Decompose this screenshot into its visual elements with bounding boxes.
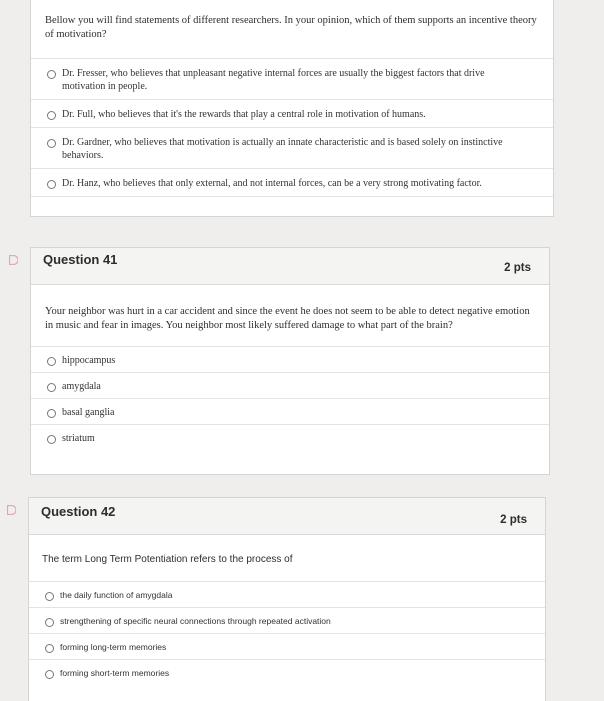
question-title: Question 41 [43, 252, 118, 267]
question-42-answers [29, 581, 545, 685]
answer-label: Dr. Gardner, who believes that motivation is actually an innate characteristic and is based solely on instinctive behaviors. [62, 137, 503, 161]
answer-label: Dr. Fresser, who believes that unpleasant negative internal forces are usually the biggest factors that drive motivation in people. [62, 68, 485, 92]
radio-button[interactable] [45, 592, 54, 601]
question-points: 2 pts [504, 262, 531, 274]
answer-label: forming short-term memories [60, 668, 170, 678]
radio-button[interactable] [45, 618, 54, 627]
answer-label: forming long-term memories [60, 642, 167, 652]
question-title: Question 42 [41, 504, 116, 519]
answer-option[interactable] [31, 99, 553, 127]
answer-option[interactable] [29, 659, 545, 685]
answer-option[interactable] [31, 398, 549, 424]
answer-option[interactable] [31, 372, 549, 398]
radio-button[interactable] [47, 139, 56, 148]
question-42-header [29, 498, 545, 535]
answer-option[interactable] [29, 633, 545, 659]
answer-option[interactable] [29, 581, 545, 607]
answer-label: hippocampus [62, 355, 116, 366]
question-41-text: Your neighbor was hurt in a car accident and since the event he does not seem to be able to detect negative emotion in music and fear in images. You neighbor most likely suffered damage to what part of the brain? [45, 306, 530, 331]
question-points: 2 pts [500, 514, 527, 526]
question-40-answers [31, 58, 553, 197]
flag-icon[interactable] [7, 505, 16, 515]
question-42-text: The term Long Term Potentiation refers to the process of [42, 554, 293, 565]
flag-icon[interactable] [9, 255, 18, 265]
answer-option[interactable] [31, 346, 549, 372]
radio-button[interactable] [45, 670, 54, 679]
radio-button[interactable] [47, 111, 56, 120]
answer-label: Dr. Full, who believes that it's the rewards that play a central role in motivation of humans. [62, 109, 426, 120]
radio-button[interactable] [47, 180, 56, 189]
question-40-text: Bellow you will find statements of different researchers. In your opinion, which of them supports an incentive theory of motivation? [45, 15, 537, 40]
answer-label: amygdala [62, 381, 101, 392]
answer-option[interactable] [31, 127, 553, 168]
radio-button[interactable] [47, 70, 56, 79]
question-41-card [30, 247, 550, 475]
answer-label: striatum [62, 433, 95, 444]
radio-button[interactable] [47, 409, 56, 418]
answer-label: the daily function of amygdala [60, 590, 173, 600]
question-41-header [31, 248, 549, 285]
radio-button[interactable] [45, 644, 54, 653]
question-42-card [28, 497, 546, 701]
answer-option[interactable] [29, 607, 545, 633]
question-40-card [30, 0, 554, 217]
answer-label: strengthening of specific neural connections through repeated activation [60, 616, 331, 626]
answer-label: Dr. Hanz, who believes that only external, and not internal forces, can be a very strong motivating factor. [62, 178, 482, 189]
radio-button[interactable] [47, 383, 56, 392]
answer-label: basal ganglia [62, 407, 115, 418]
answer-option[interactable] [31, 424, 549, 450]
answer-option[interactable] [31, 168, 553, 197]
radio-button[interactable] [47, 357, 56, 366]
answer-option[interactable] [31, 58, 553, 99]
radio-button[interactable] [47, 435, 56, 444]
question-41-answers [31, 346, 549, 450]
